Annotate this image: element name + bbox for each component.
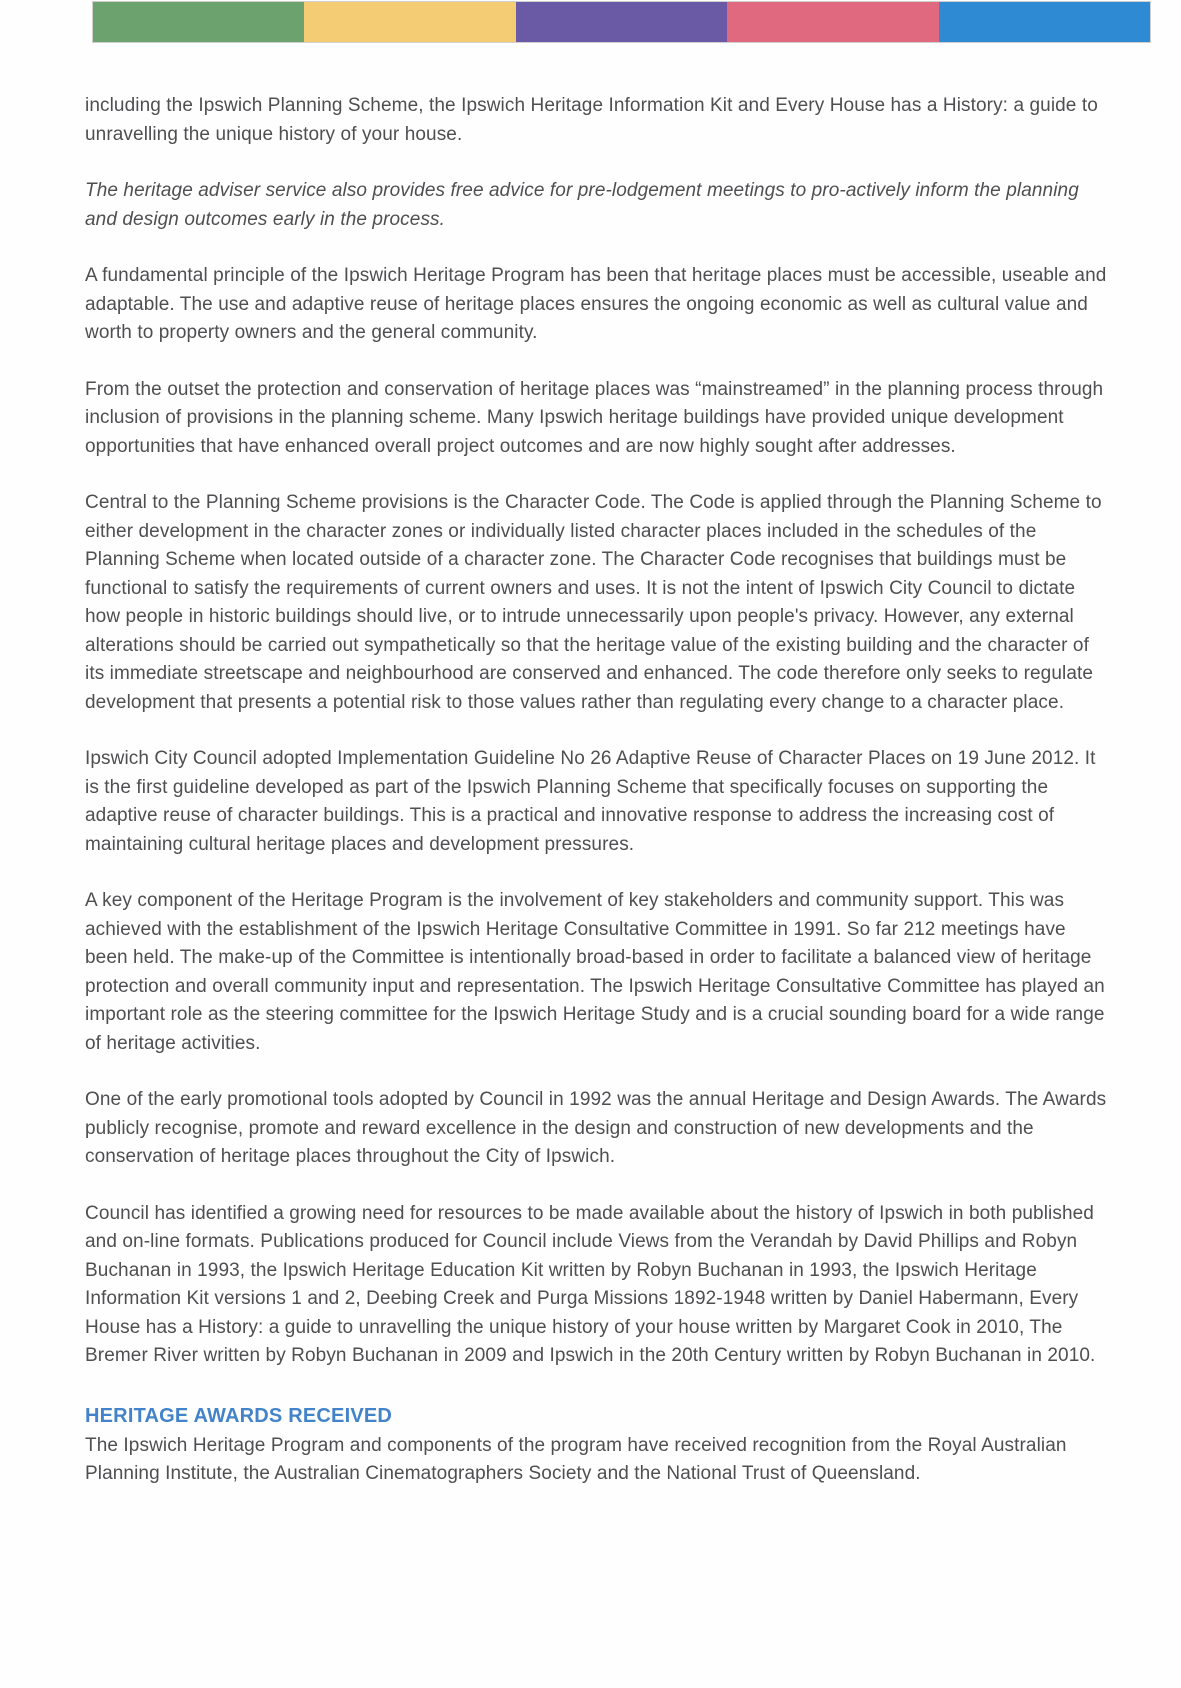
- body-paragraph: A fundamental principle of the Ipswich Heritage Program has been that heritage places must be accessible, useable and adaptable. The use and adaptive reuse of heritage places ensures the ongoing economic as well as cultural value and worth to property owners and the general community.: [85, 265, 1107, 343]
- body-paragraph: One of the early promotional tools adopted by Council in 1992 was the annual Heritage and Design Awards. The Awards publicly recognise, promote and reward excellence in the design and construction of new developments and the conservation of heritage places throughout the City of Ipswich.: [85, 1089, 1107, 1167]
- color-bar-segment-yellow: [304, 2, 515, 42]
- body-paragraph-italic: The heritage adviser service also provides free advice for pre-lodgement meetings to pro-actively inform the planning and design outcomes early in the process.: [85, 180, 1079, 230]
- color-bar-segment-pink: [727, 2, 938, 42]
- color-bar-segment-blue: [939, 2, 1150, 42]
- body-paragraph: A key component of the Heritage Program is the involvement of key stakeholders and community support. This was achieved with the establishment of the Ipswich Heritage Consultative Committee in 1991. So far 212 meetings have been held. The make-up of the Committee is intentionally broad-based in order to facilitate a balanced view of heritage protection and overall community input and representation. The Ipswich Heritage Consultative Committee has played an important role as the steering committee for the Ipswich Heritage Study and is a crucial sounding board for a wide range of heritage activities.: [85, 890, 1105, 1054]
- body-paragraph: Council has identified a growing need for resources to be made available about the history of Ipswich in both published and on-line formats. Publications produced for Council include Views from the Verandah by David Phillips and Robyn Buchanan in 1993, the Ipswich Heritage Education Kit written by Robyn Buchanan in 1993, the Ipswich Heritage Information Kit versions 1 and 2, Deebing Creek and Purga Missions 1892-1948 written by Daniel Habermann, Every House has a History: a guide to unravelling the unique history of your house written by Margaret Cook in 2010, The Bremer River written by Robyn Buchanan in 2009 and Ipswich in the 20th Century written by Robyn Buchanan in 2010.: [85, 1202, 1096, 1366]
- body-paragraph: The Ipswich Heritage Program and components of the program have received recognition from the Royal Australian Planning Institute, the Australian Cinematographers Society and the National Trust of Queensland.: [85, 1434, 1067, 1484]
- top-color-bar: [93, 2, 1150, 42]
- color-bar-segment-green: [93, 2, 304, 42]
- color-bar-segment-purple: [516, 2, 727, 42]
- section-heading-heritage-awards-received: HERITAGE AWARDS RECEIVED: [85, 1404, 393, 1427]
- body-paragraph: including the Ipswich Planning Scheme, the Ipswich Heritage Information Kit and Every House has a History: a guide to unravelling the unique history of your house.: [85, 95, 1098, 145]
- body-paragraph: Central to the Planning Scheme provisions is the Character Code. The Code is applied through the Planning Scheme to either development in the character zones or individually listed character places included in the schedules of the Planning Scheme when located outside of a character zone. The Character Code recognises that buildings must be functional to satisfy the requirements of current owners and uses. It is not the intent of Ipswich City Council to dictate how people in historic buildings should live, or to intrude unnecessarily upon people's privacy. However, any external alterations should be carried out sympathetically so that the heritage value of the existing building and the character of its immediate streetscape and neighbourhood are conserved and enhanced. The code therefore only seeks to regulate development that presents a potential risk to those values rather than regulating every change to a character place.: [85, 492, 1102, 713]
- body-paragraph: Ipswich City Council adopted Implementation Guideline No 26 Adaptive Reuse of Character Places on 19 June 2012. It is the first guideline developed as part of the Ipswich Planning Scheme that specifically focuses on supporting the adaptive reuse of character buildings. This is a practical and innovative response to address the increasing cost of maintaining cultural heritage places and development pressures.: [85, 748, 1096, 855]
- document-body: [85, 92, 1109, 1489]
- body-paragraph: From the outset the protection and conservation of heritage places was “mainstreamed” in the planning process through inclusion of provisions in the planning scheme. Many Ipswich heritage buildings have provided unique development opportunities that have enhanced overall project outcomes and are now highly sought after addresses.: [85, 378, 1104, 457]
